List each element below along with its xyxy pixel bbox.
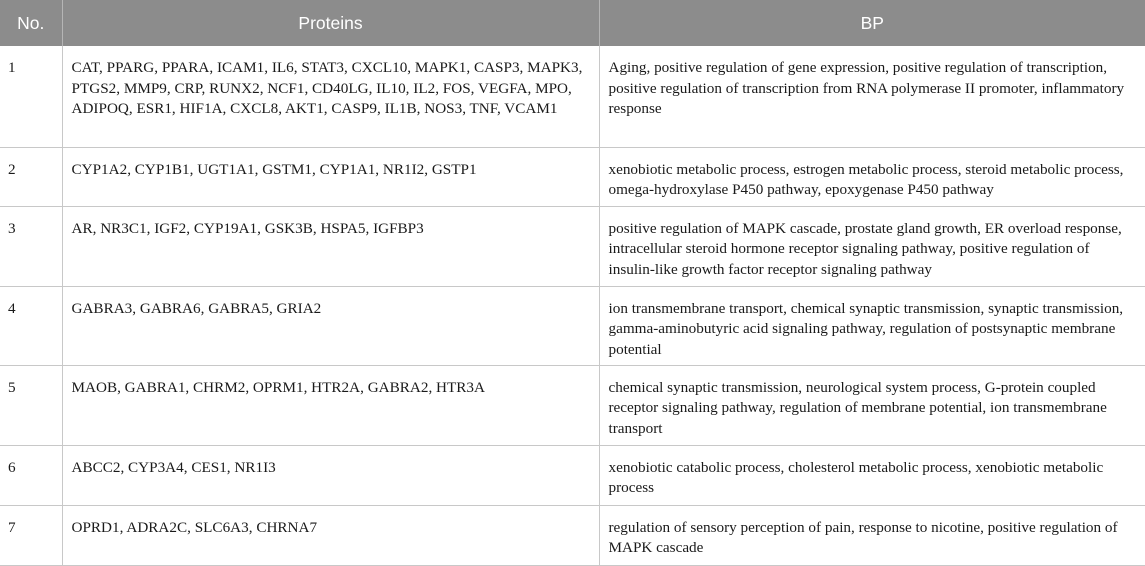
table-row — [0, 147, 1145, 206]
table-row — [0, 206, 1145, 286]
table-row — [0, 286, 1145, 365]
cell-proteins: MAOB, GABRA1, CHRM2, OPRM1, HTR2A, GABRA2, HTR3A — [62, 365, 599, 445]
cell-bp: positive regulation of MAPK cascade, prostate gland growth, ER overload response, intracellular steroid hormone receptor signaling pathway, positive regulation of insulin-like growth factor receptor signaling pathway — [599, 206, 1145, 286]
cell-no: 2 — [0, 147, 62, 206]
table-header — [0, 0, 1145, 46]
cell-bp: chemical synaptic transmission, neurological system process, G-protein coupled receptor signaling pathway, regulation of membrane potential, ion transmembrane transport — [599, 365, 1145, 445]
cell-no: 5 — [0, 365, 62, 445]
cell-no: 3 — [0, 206, 62, 286]
cell-no: 4 — [0, 286, 62, 365]
cell-proteins: AR, NR3C1, IGF2, CYP19A1, GSK3B, HSPA5, IGFBP3 — [62, 206, 599, 286]
table-row — [0, 365, 1145, 445]
cell-no: 6 — [0, 445, 62, 505]
cell-proteins: CAT, PPARG, PPARA, ICAM1, IL6, STAT3, CXCL10, MAPK1, CASP3, MAPK3, PTGS2, MMP9, CRP, RUNX2, NCF1, CD40LG, IL10, IL2, FOS, VEGFA, MPO, ADIPOQ, ESR1, HIF1A, CXCL8, AKT1, CASP9, IL1B, NOS3, TNF, VCAM1 — [62, 46, 599, 147]
cell-bp: ion transmembrane transport, chemical synaptic transmission, synaptic transmission, gamma-aminobutyric acid signaling pathway, regulation of postsynaptic membrane potential — [599, 286, 1145, 365]
cell-bp: regulation of sensory perception of pain, response to nicotine, positive regulation of MAPK cascade — [599, 505, 1145, 565]
cell-bp: xenobiotic metabolic process, estrogen metabolic process, steroid metabolic process, omega-hydroxylase P450 pathway, epoxygenase P450 pathway — [599, 147, 1145, 206]
header-row — [0, 0, 1145, 46]
table-body — [0, 46, 1145, 565]
table-row — [0, 505, 1145, 565]
header-proteins: Proteins — [62, 0, 599, 46]
table-row — [0, 445, 1145, 505]
cell-no: 1 — [0, 46, 62, 147]
cell-no: 7 — [0, 505, 62, 565]
cell-bp: Aging, positive regulation of gene expression, positive regulation of transcription, positive regulation of transcription from RNA polymerase II promoter, inflammatory response — [599, 46, 1145, 147]
table-row — [0, 46, 1145, 147]
cell-proteins: CYP1A2, CYP1B1, UGT1A1, GSTM1, CYP1A1, NR1I2, GSTP1 — [62, 147, 599, 206]
cell-proteins: ABCC2, CYP3A4, CES1, NR1I3 — [62, 445, 599, 505]
header-bp: BP — [599, 0, 1145, 46]
cell-proteins: GABRA3, GABRA6, GABRA5, GRIA2 — [62, 286, 599, 365]
cell-bp: xenobiotic catabolic process, cholesterol metabolic process, xenobiotic metabolic process — [599, 445, 1145, 505]
header-no: No. — [0, 0, 62, 46]
cell-proteins: OPRD1, ADRA2C, SLC6A3, CHRNA7 — [62, 505, 599, 565]
